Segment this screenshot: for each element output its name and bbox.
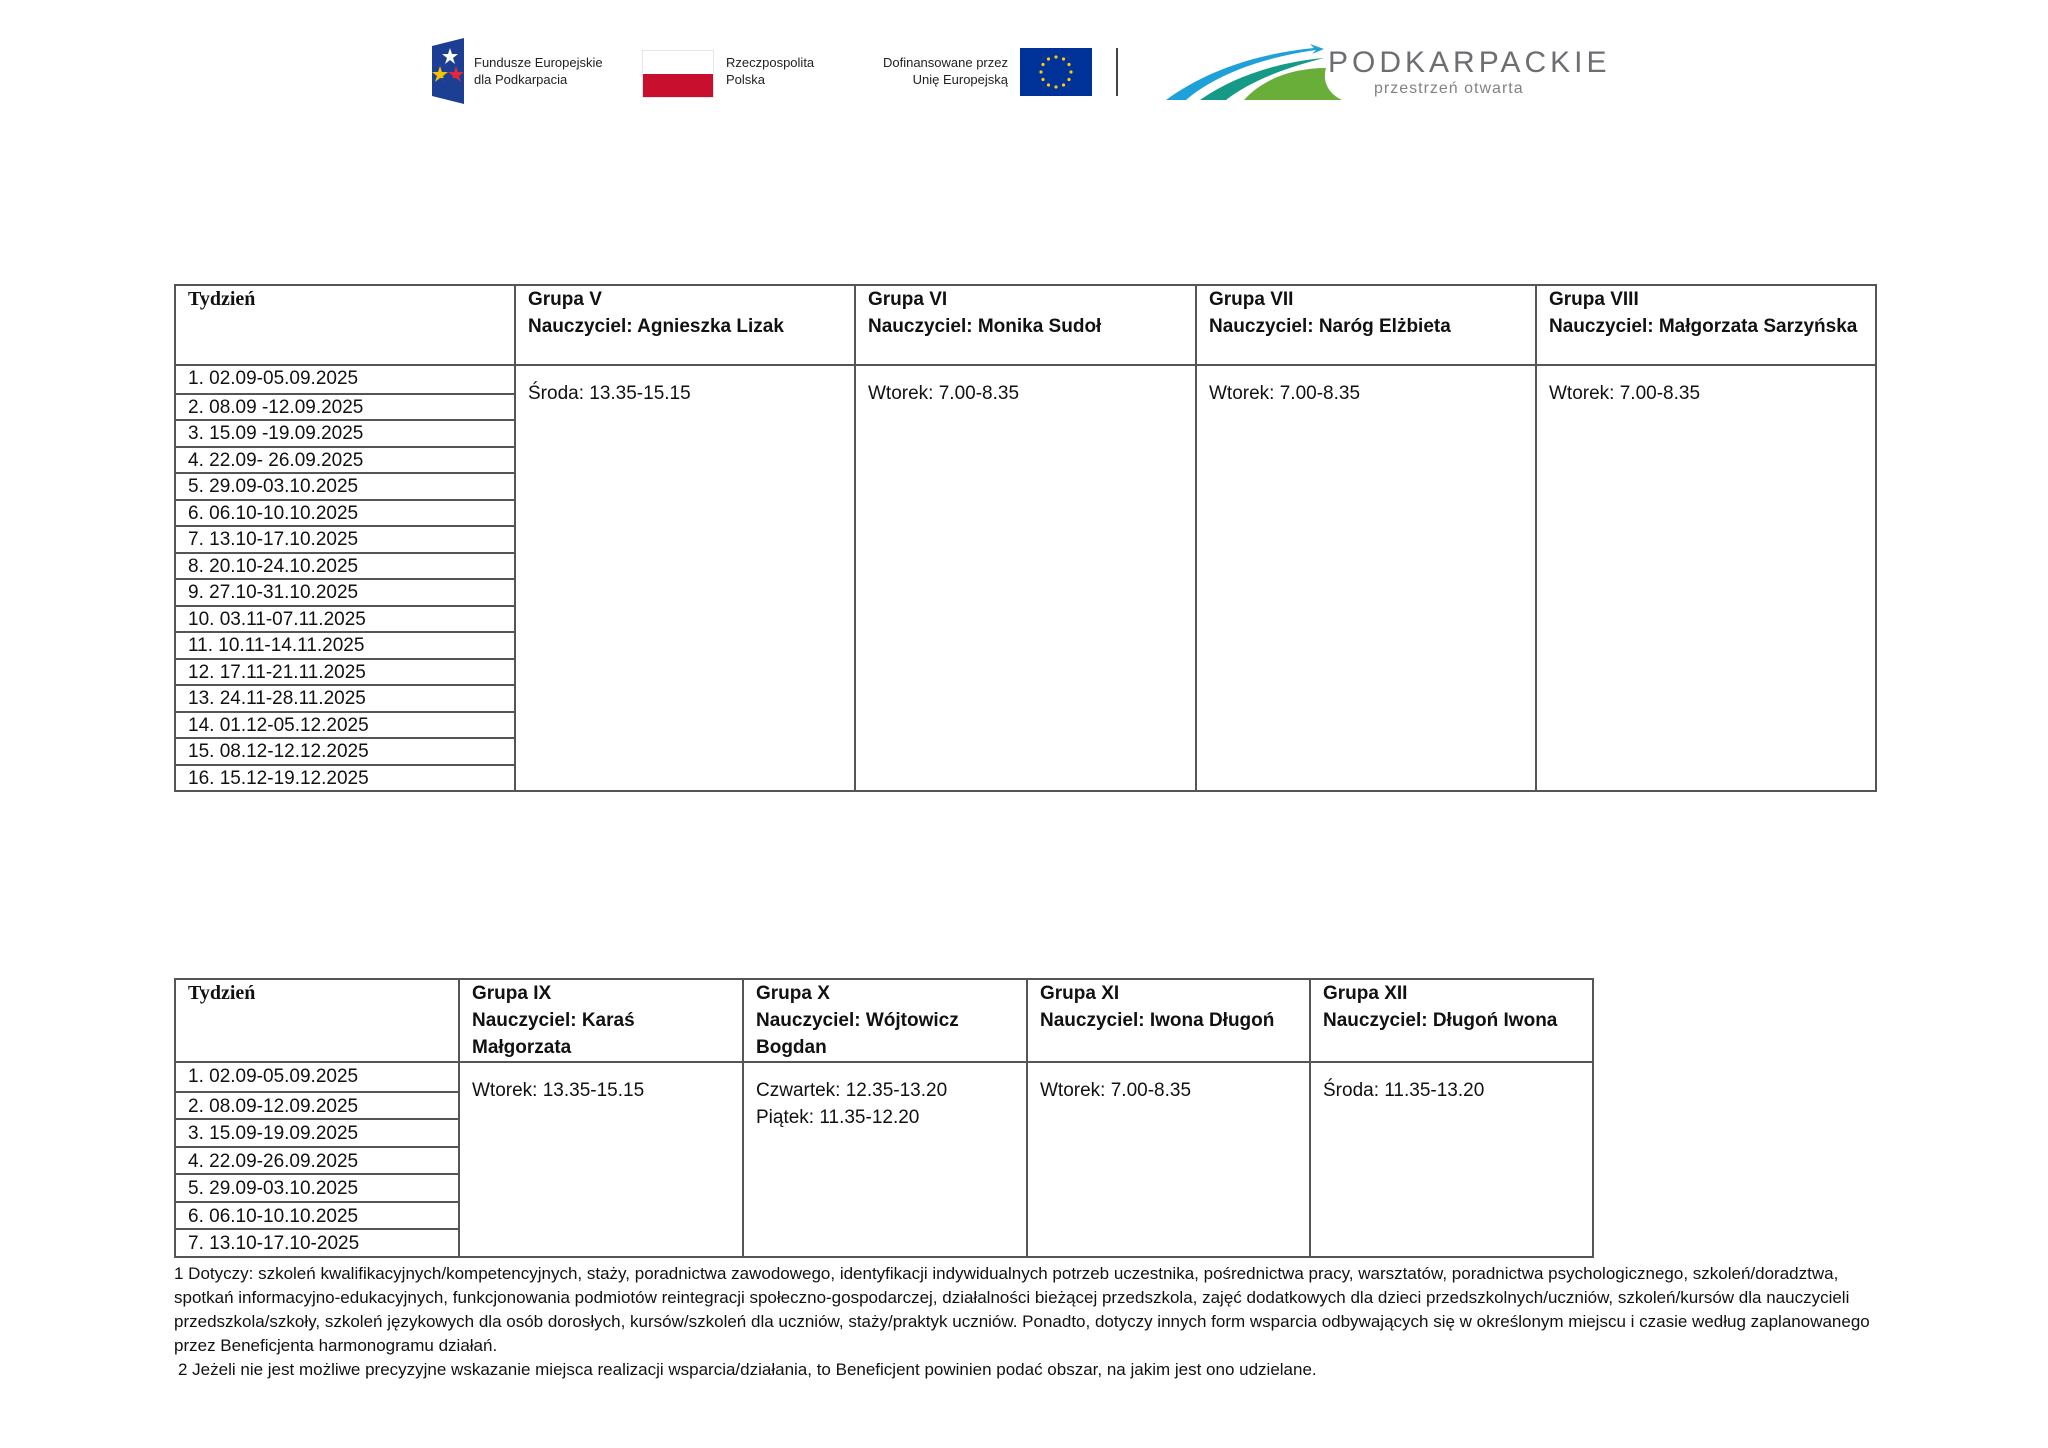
week-row: 7. 13.10-17.10-2025 bbox=[176, 1228, 458, 1256]
eu-line-1: Dofinansowane przez bbox=[882, 55, 1008, 70]
schedule-slot: Wtorek: 7.00-8.35 bbox=[1209, 383, 1361, 404]
podkarpackie-wordmark: PODKARPACKIE bbox=[1328, 46, 1611, 79]
group-header bbox=[743, 979, 1027, 1062]
footnotes bbox=[174, 1262, 1894, 1382]
week-row: 8. 20.10-24.10.2025 bbox=[176, 552, 514, 579]
group-header bbox=[1536, 285, 1876, 365]
schedule-slot: Czwartek: 12.35-13.20 bbox=[756, 1080, 948, 1101]
week-row: 16. 15.12-19.12.2025 bbox=[176, 764, 514, 791]
group-teacher: Nauczyciel: Monika Sudoł bbox=[868, 316, 1102, 337]
week-row: 11. 10.11-14.11.2025 bbox=[176, 631, 514, 658]
week-row: 2. 08.09 -12.09.2025 bbox=[176, 393, 514, 420]
week-row: 7. 13.10-17.10.2025 bbox=[176, 525, 514, 552]
footnote-2: 2 Jeżeli nie jest możliwe precyzyjne wskazanie miejsca realizacji wsparcia/działania, to Beneficjent powinien podać obszar, na jakim jest ono udzielane. bbox=[178, 1360, 1317, 1379]
week-row: 4. 22.09- 26.09.2025 bbox=[176, 446, 514, 473]
eu-star bbox=[1067, 63, 1070, 66]
group-name: Grupa XI bbox=[1040, 983, 1120, 1004]
eu-star bbox=[1069, 70, 1072, 73]
group-teacher: Nauczyciel: Iwona Długoń bbox=[1040, 1010, 1275, 1031]
group-schedule-cell bbox=[743, 1062, 1027, 1257]
eu-star bbox=[1039, 70, 1042, 73]
group-teacher: Nauczyciel: Małgorzata Sarzyńska bbox=[1549, 316, 1858, 337]
schedule-slot: Wtorek: 7.00-8.35 bbox=[1549, 383, 1701, 404]
pl-line-1: Rzeczpospolita bbox=[726, 55, 815, 70]
schedule-slot: Piątek: 11.35-12.20 bbox=[756, 1107, 920, 1128]
week-column-header: Tydzień bbox=[175, 285, 515, 365]
logo-banner bbox=[424, 36, 1611, 116]
group-header bbox=[515, 285, 855, 365]
group-name: Grupa IX bbox=[472, 983, 552, 1004]
eu-flag-icon bbox=[1020, 48, 1092, 96]
eu-star bbox=[1062, 83, 1065, 86]
week-row: 12. 17.11-21.11.2025 bbox=[176, 658, 514, 685]
eu-star bbox=[1041, 63, 1044, 66]
group-name: Grupa VIII bbox=[1549, 289, 1639, 310]
group-schedule-cell bbox=[515, 365, 855, 791]
table-header-row bbox=[175, 285, 1876, 365]
pl-line-2: Polska bbox=[726, 72, 766, 87]
schedule-slot: Środa: 13.35-15.15 bbox=[528, 383, 691, 404]
group-teacher: Nauczyciel: Naróg Elżbieta bbox=[1209, 316, 1451, 337]
schedule-slot: Środa: 11.35-13.20 bbox=[1323, 1080, 1485, 1101]
week-row: 5. 29.09-03.10.2025 bbox=[176, 472, 514, 499]
group-schedule-cell bbox=[855, 365, 1196, 791]
logo-separator bbox=[1116, 48, 1118, 96]
fundusze-europejskie-logo-icon bbox=[432, 38, 464, 104]
group-schedule-cell bbox=[1536, 365, 1876, 791]
week-list bbox=[176, 366, 514, 790]
table-header-row bbox=[175, 979, 1593, 1062]
group-header bbox=[1027, 979, 1310, 1062]
rzeczpospolita-label bbox=[726, 54, 814, 88]
week-row: 3. 15.09 -19.09.2025 bbox=[176, 419, 514, 446]
eu-line-2: Unię Europejską bbox=[912, 72, 1008, 87]
week-row: 6. 06.10-10.10.2025 bbox=[176, 499, 514, 526]
week-row: 6. 06.10-10.10.2025 bbox=[176, 1201, 458, 1229]
group-teacher: Nauczyciel: Karaś Małgorzata bbox=[472, 1010, 635, 1058]
fe-line-1: Fundusze Europejskie bbox=[474, 55, 603, 70]
podkarpackie-tagline: przestrzeń otwarta bbox=[1374, 80, 1524, 97]
group-teacher: Nauczyciel: Wójtowicz Bogdan bbox=[756, 1010, 959, 1058]
week-row: 1. 02.09-05.09.2025 bbox=[188, 1066, 359, 1087]
fundusze-europejskie-label bbox=[474, 54, 603, 88]
week-row: 13. 24.11-28.11.2025 bbox=[176, 684, 514, 711]
week-list bbox=[176, 1063, 458, 1256]
group-schedule-cell bbox=[1027, 1062, 1310, 1257]
week-row: 4. 22.09-26.09.2025 bbox=[176, 1146, 458, 1174]
eu-star bbox=[1047, 83, 1050, 86]
week-row: 9. 27.10-31.10.2025 bbox=[176, 578, 514, 605]
week-row: 10. 03.11-07.11.2025 bbox=[176, 605, 514, 632]
weeks-cell bbox=[175, 1062, 459, 1257]
week-row: 15. 08.12-12.12.2025 bbox=[176, 737, 514, 764]
footnote-1: 1 Dotyczy: szkoleń kwalifikacyjnych/kompetencyjnych, staży, poradnictwa zawodowego, identyfikacji indywidualnych potrzeb uczestnika, pośrednictwa pracy, warsztatów, poradnictwa psychologicznego, szkoleń/doradztwa, spotkań informacyjno-edukacyjnych, funkcjonowania podmiotów reintegracji społeczno-gospodarczej, działalności bieżącej przedszkola, zajęć dodatkowych dla dzieci przedszkolnych/uczniów, szkoleń/kursów dla nauczycieli przedszkola/szkoły, szkoleń językowych dla osób dorosłych, kursów/szkoleń dla uczniów, staży/praktyk uczniów. Ponadto, dotyczy innych form wsparcia odbywających się w określonym miejscu i czasie według zaplanowanego przez Beneficjenta harmonogramu działań. bbox=[174, 1264, 1870, 1355]
week-row: 3. 15.09-19.09.2025 bbox=[176, 1118, 458, 1146]
week-row: 5. 29.09-03.10.2025 bbox=[176, 1173, 458, 1201]
eu-star bbox=[1054, 55, 1057, 58]
group-name: Grupa XII bbox=[1323, 983, 1408, 1004]
group-name: Grupa V bbox=[528, 289, 602, 310]
group-header bbox=[1310, 979, 1593, 1062]
group-name: Grupa VI bbox=[868, 289, 948, 310]
table-body-row bbox=[175, 1062, 1593, 1257]
eu-star bbox=[1041, 78, 1044, 81]
group-header bbox=[855, 285, 1196, 365]
group-name: Grupa VII bbox=[1209, 289, 1294, 310]
eu-star bbox=[1062, 57, 1065, 60]
polish-flag-icon bbox=[642, 50, 714, 98]
eu-star bbox=[1047, 57, 1050, 60]
schedule-table-2 bbox=[174, 978, 1594, 1258]
week-column-header: Tydzień bbox=[175, 979, 459, 1062]
weeks-cell bbox=[175, 365, 515, 791]
group-schedule-cell bbox=[1196, 365, 1536, 791]
eu-cofinanced-label bbox=[844, 54, 1008, 88]
eu-star bbox=[1054, 85, 1057, 88]
schedule-slot: Wtorek: 13.35-15.15 bbox=[472, 1080, 645, 1101]
group-teacher: Nauczyciel: Długoń Iwona bbox=[1323, 1010, 1558, 1031]
group-teacher: Nauczyciel: Agnieszka Lizak bbox=[528, 316, 784, 337]
week-row: 2. 08.09-12.09.2025 bbox=[176, 1091, 458, 1119]
schedule-slot: Wtorek: 7.00-8.35 bbox=[1040, 1080, 1192, 1101]
podkarpackie-swoosh-icon bbox=[1164, 42, 1344, 102]
fe-line-2: dla Podkarpacia bbox=[474, 72, 568, 87]
eu-star bbox=[1067, 78, 1070, 81]
group-schedule-cell bbox=[459, 1062, 743, 1257]
group-schedule-cell bbox=[1310, 1062, 1593, 1257]
week-row: 1. 02.09-05.09.2025 bbox=[188, 368, 359, 389]
group-name: Grupa X bbox=[756, 983, 830, 1004]
schedule-table-1 bbox=[174, 284, 1877, 792]
table-body-row bbox=[175, 365, 1876, 791]
week-row: 14. 01.12-05.12.2025 bbox=[176, 711, 514, 738]
group-header bbox=[459, 979, 743, 1062]
schedule-slot: Wtorek: 7.00-8.35 bbox=[868, 383, 1020, 404]
group-header bbox=[1196, 285, 1536, 365]
